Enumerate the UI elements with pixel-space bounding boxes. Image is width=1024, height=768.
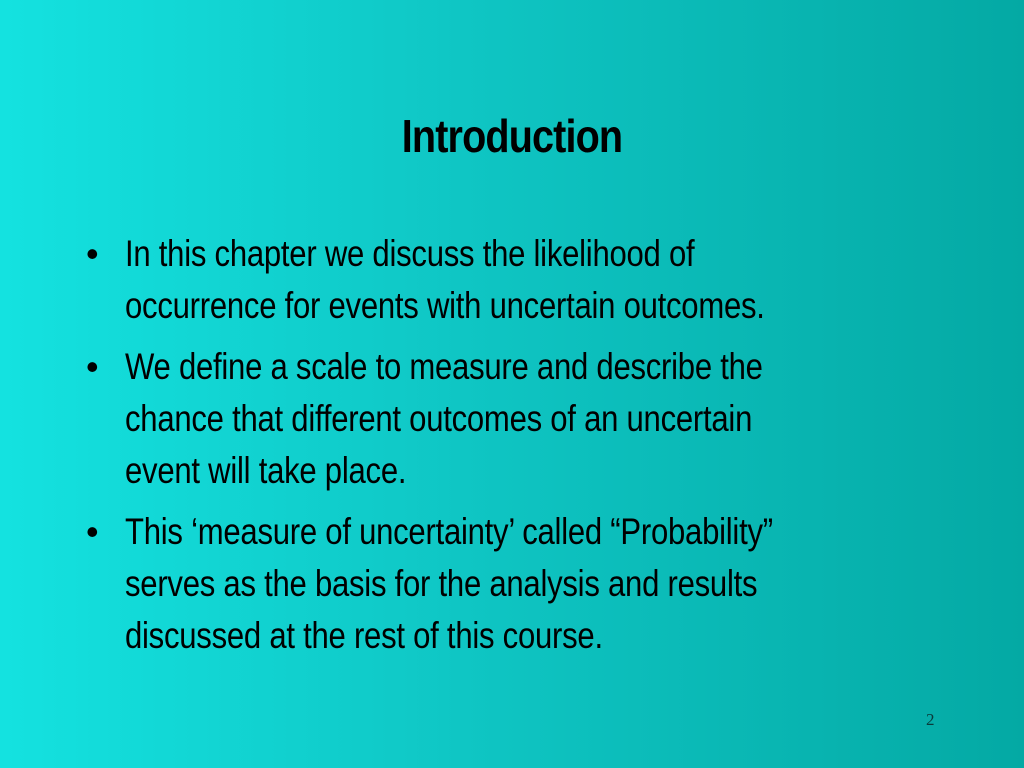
bullet-item: [84, 341, 984, 497]
bullet-line: discussed at the rest of this course.: [125, 615, 603, 656]
bullet-icon: •: [86, 346, 99, 387]
bullet-line: event will take place.: [125, 450, 407, 491]
bullet-item: [84, 228, 984, 332]
bullet-line: occurrence for events with uncertain outcomes.: [125, 285, 765, 326]
bullet-line: chance that different outcomes of an uncertain: [125, 398, 753, 439]
slide-title: Introduction: [401, 110, 623, 162]
page-number: 2: [926, 710, 935, 729]
bullet-item: [84, 506, 984, 662]
bullet-line: This ‘measure of uncertainty’ called “Probability”: [125, 511, 773, 552]
bullet-icon: •: [86, 511, 99, 552]
bullet-line: In this chapter we discuss the likelihood of: [125, 233, 695, 274]
bullet-line: We define a scale to measure and describe the: [125, 346, 763, 387]
bullet-icon: •: [86, 233, 99, 274]
bullet-list: [84, 228, 984, 671]
bullet-line: serves as the basis for the analysis and results: [125, 563, 758, 604]
